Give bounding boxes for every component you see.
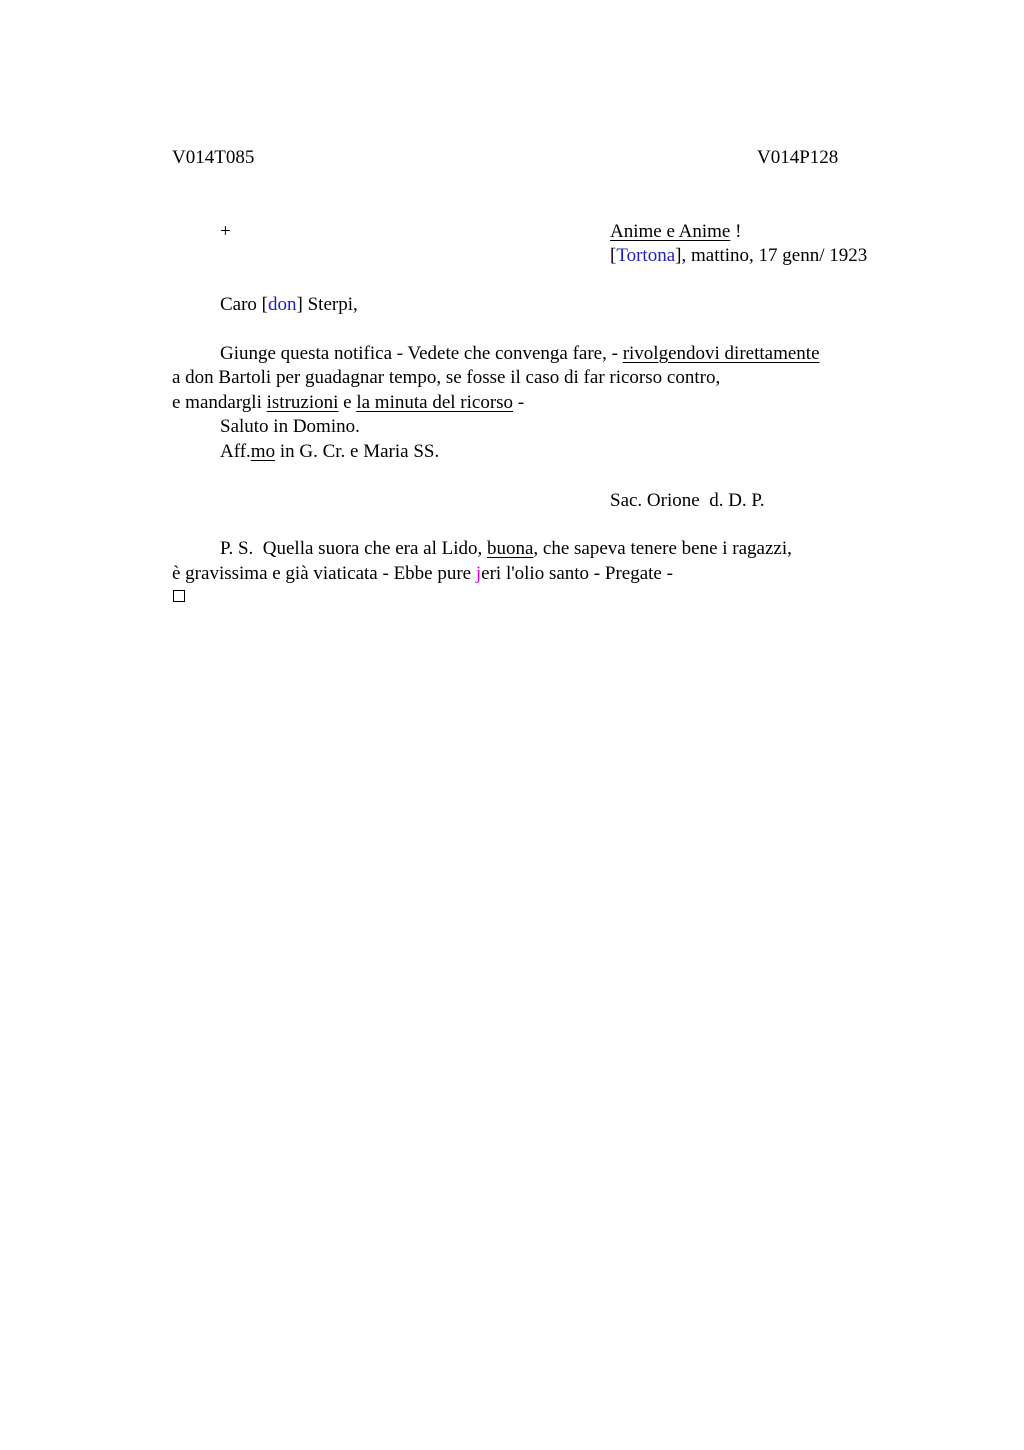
postscript-line-1: [220, 537, 792, 561]
salutation-pre: Caro [: [220, 294, 269, 315]
ps-line-1-post: , che sapeva tenere bene i ragazzi,: [533, 538, 792, 559]
ps-line-2-pre: è gravissima e già viaticata - Ebbe pure: [172, 563, 476, 584]
ps-line-1-pre: P. S. Quella suora che era al Lido,: [220, 538, 487, 559]
body-line-1: [220, 342, 820, 366]
place-name: Tortona: [616, 245, 676, 266]
document-code-right: V014P128: [757, 147, 839, 168]
body-line-3-mid: e: [338, 392, 357, 413]
place-bracket-open: [: [610, 245, 617, 266]
salutation: [220, 293, 358, 317]
place-date-rest: ], mattino, 17 genn/ 1923: [675, 245, 868, 266]
body-line-5-underlined: mo: [250, 441, 276, 462]
motto-text: Anime e Anime: [610, 221, 731, 242]
body-line-4: Saluto in Domino.: [220, 416, 360, 437]
place-date-line: [610, 244, 867, 268]
motto-line: [610, 220, 741, 244]
body-line-5-post: in G. Cr. e Maria SS.: [275, 441, 440, 462]
salutation-post: ] Sterpi,: [296, 294, 358, 315]
body-line-2: a don Bartoli per guadagnar tempo, se fosse il caso di far ricorso contro,: [172, 367, 721, 388]
cross-mark: +: [220, 221, 231, 242]
end-marker-box-icon: [173, 590, 185, 602]
body-line-5: [220, 440, 439, 464]
ps-variant-letter: j: [475, 563, 482, 584]
body-line-3-pre: e mandargli: [172, 392, 267, 413]
body-line-3: [172, 391, 524, 415]
ps-line-1-underlined: buona: [486, 538, 534, 559]
body-line-1-pre: Giunge questa notifica - Vedete che convenga fare, -: [220, 343, 623, 364]
body-line-1-underlined: rivolgendovi direttamente: [622, 343, 820, 364]
body-line-3-post: -: [513, 392, 525, 413]
body-line-3-underlined-2: la minuta del ricorso: [356, 392, 514, 413]
body-line-3-underlined-1: istruzioni: [266, 392, 339, 413]
body-line-5-pre: Aff.: [220, 441, 251, 462]
motto-punct: !: [730, 221, 742, 242]
document-code-left: V014T085: [172, 147, 255, 168]
ps-line-2-post: eri l'olio santo - Pregate -: [481, 563, 673, 584]
salutation-don: don: [268, 294, 297, 315]
postscript-line-2: [172, 562, 673, 586]
signature: Sac. Orione d. D. P.: [610, 490, 765, 511]
